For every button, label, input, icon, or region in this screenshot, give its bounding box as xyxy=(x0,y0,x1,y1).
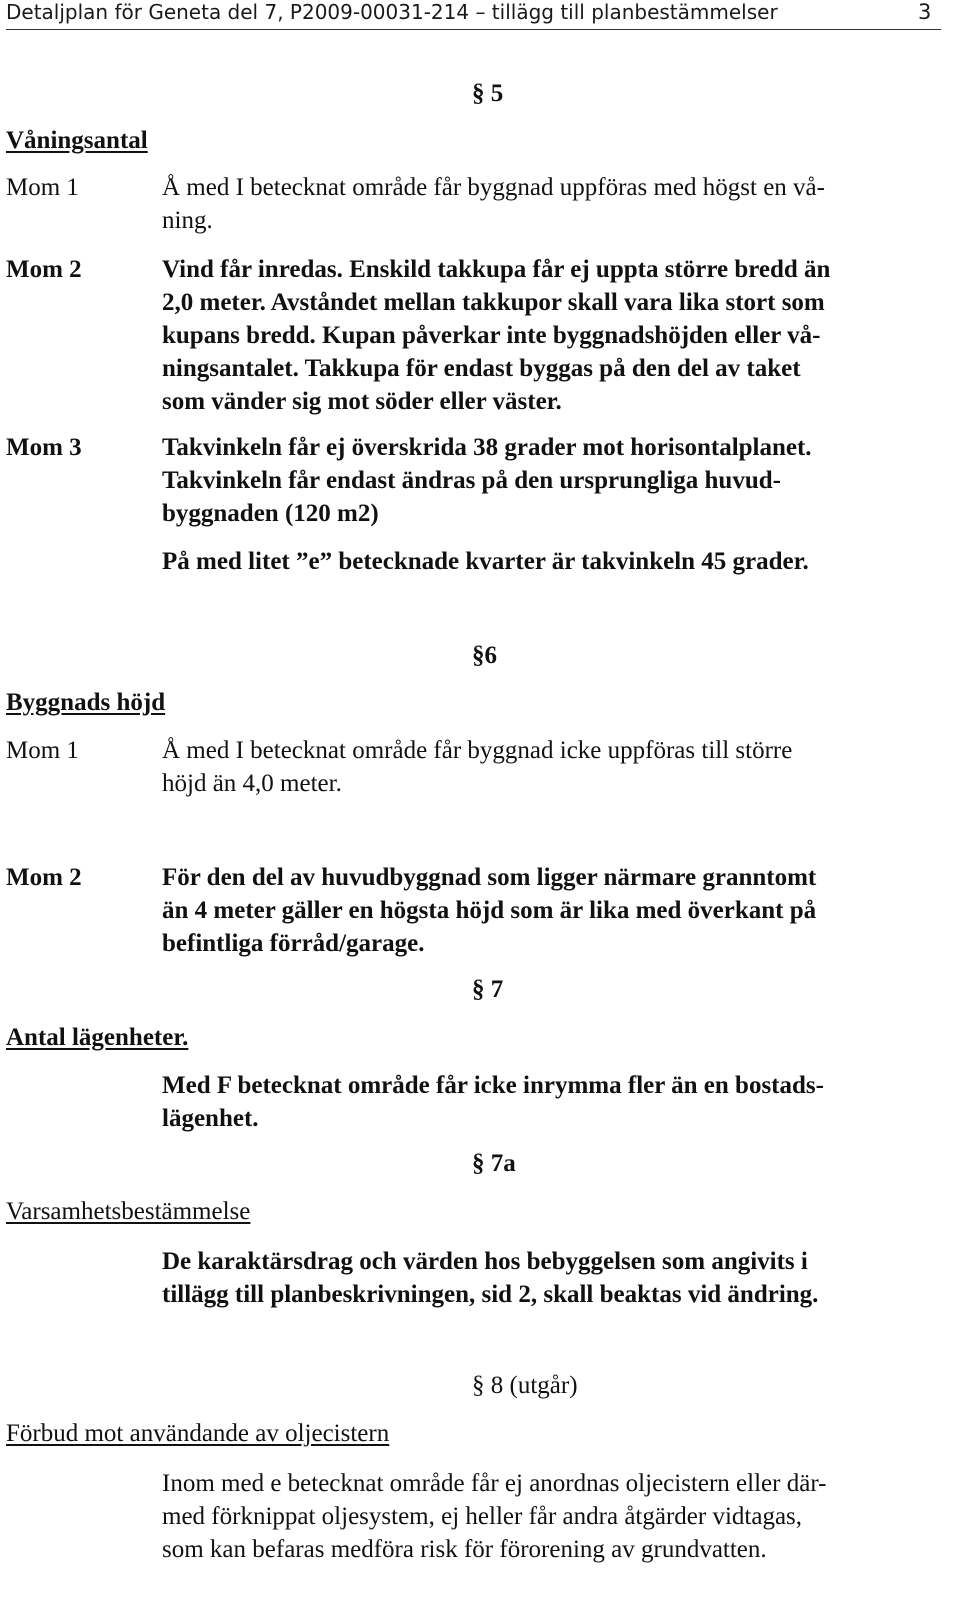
section-7-heading: Antal lägenheter. xyxy=(6,1024,189,1051)
text-line: byggnaden (120 m2) xyxy=(162,500,379,527)
text-line: Å med I betecknat område får byggnad uppföras med högst en vå- xyxy=(162,174,825,201)
text-line: Takvinkeln får ej överskrida 38 grader mot horisontalplanet. xyxy=(162,434,812,461)
section-6-number: §6 xyxy=(472,642,497,669)
text-line: Takvinkeln får endast ändras på den ursprungliga huvud- xyxy=(162,467,781,494)
section-8-text xyxy=(162,1467,826,1566)
section-6-mom2-label: Mom 2 xyxy=(6,864,82,891)
section-5-mom1-label: Mom 1 xyxy=(6,174,79,201)
section-5-mom3-text xyxy=(162,431,812,530)
section-7a-number: § 7a xyxy=(472,1150,516,1177)
text-line: som vänder sig mot söder eller väster. xyxy=(162,388,562,415)
section-7-number: § 7 xyxy=(472,976,504,1003)
section-8-number: § 8 (utgår) xyxy=(472,1372,578,1399)
text-line: tillägg till planbeskrivningen, sid 2, skall beaktas vid ändring. xyxy=(162,1281,819,1308)
text-line: lägenhet. xyxy=(162,1105,259,1132)
text-line: ning. xyxy=(162,207,213,234)
section-6-heading: Byggnads höjd xyxy=(6,689,166,716)
section-5-extra-text: På med litet ”e” betecknade kvarter är takvinkeln 45 grader. xyxy=(162,548,809,575)
section-8-heading: Förbud mot användande av oljecistern xyxy=(6,1420,390,1447)
text-line: än 4 meter gäller en högsta höjd som är lika med överkant på xyxy=(162,897,817,924)
text-line: Å med I betecknat område får byggnad icke uppföras till större xyxy=(162,737,793,764)
text-line: ningsantalet. Takkupa för endast byggas på den del av taket xyxy=(162,355,801,382)
section-5-heading: Våningsantal xyxy=(6,127,148,154)
header-divider xyxy=(6,29,941,30)
text-line: 2,0 meter. Avståndet mellan takkupor skall vara lika stort som xyxy=(162,289,825,316)
section-6-mom1-text xyxy=(162,734,792,800)
section-6-mom1-label: Mom 1 xyxy=(6,737,79,764)
page-header-title: Detaljplan för Geneta del 7, P2009-00031-214 – tillägg till planbestämmelser xyxy=(6,0,778,24)
text-line: som kan befaras medföra risk för förorening av grundvatten. xyxy=(162,1536,767,1563)
section-7a-text xyxy=(162,1245,818,1311)
section-7-text xyxy=(162,1069,824,1135)
section-5-mom2-label: Mom 2 xyxy=(6,256,82,283)
section-7a-heading: Varsamhetsbestämmelse xyxy=(6,1198,251,1225)
text-line: befintliga förråd/garage. xyxy=(162,930,425,957)
text-line: med förknippat oljesystem, ej heller får andra åtgärder vidtagas, xyxy=(162,1503,803,1530)
section-5-mom3-label: Mom 3 xyxy=(6,434,82,461)
text-line: För den del av huvudbyggnad som ligger närmare granntomt xyxy=(162,864,817,891)
text-line: höjd än 4,0 meter. xyxy=(162,770,342,797)
section-6-mom2-text xyxy=(162,861,816,960)
section-5-number: § 5 xyxy=(472,80,504,107)
section-5-mom1-text xyxy=(162,171,825,237)
text-line: Inom med e betecknat område får ej anordnas oljecistern eller där- xyxy=(162,1470,827,1497)
section-5-mom2-text xyxy=(162,253,830,418)
text-line: De karaktärsdrag och värden hos bebyggelsen som angivits i xyxy=(162,1248,808,1275)
text-line: Med F betecknat område får icke inrymma fler än en bostads- xyxy=(162,1072,824,1099)
text-line: Vind får inredas. Enskild takkupa får ej uppta större bredd än xyxy=(162,256,831,283)
page-number: 3 xyxy=(918,0,932,24)
text-line: kupans bredd. Kupan påverkar inte byggnadshöjden eller vå- xyxy=(162,322,821,349)
